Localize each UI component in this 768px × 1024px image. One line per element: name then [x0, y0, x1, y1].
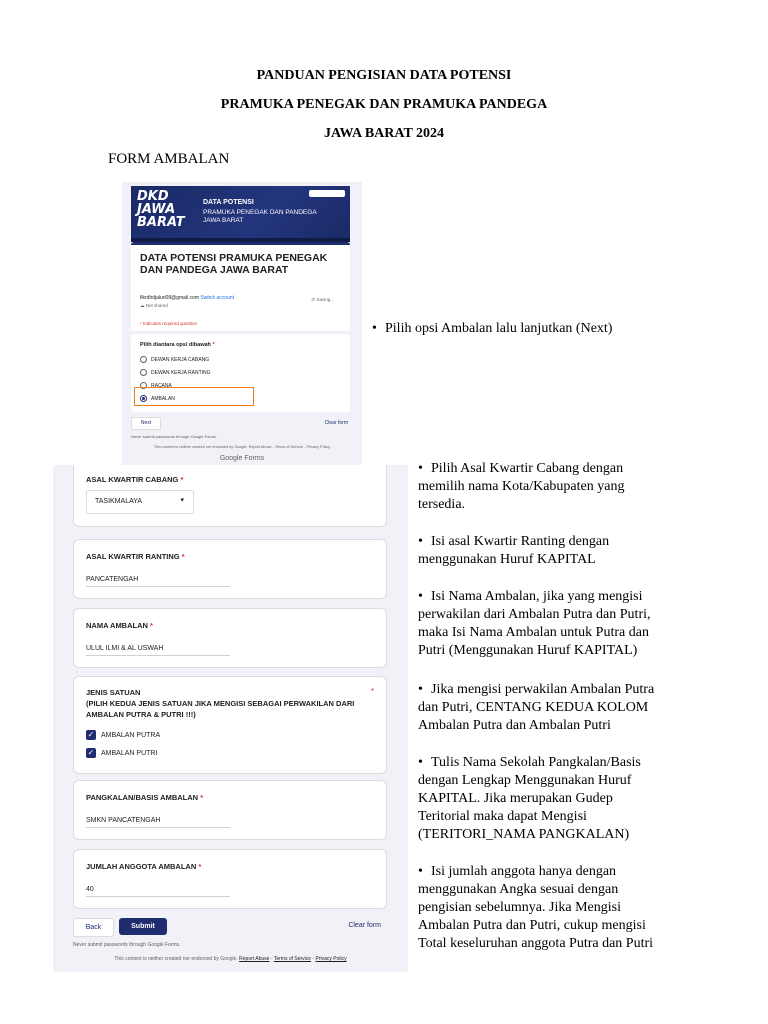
clear-form-link[interactable]: Clear form	[348, 922, 381, 929]
card-jumlah-anggota	[73, 849, 387, 909]
card-jenis-satuan	[73, 676, 387, 774]
banner-title: DATA POTENSI	[203, 199, 254, 206]
jenis-satuan-note: (PILIH KEDUA JENIS SATUAN JIKA MENGISI SEBAGAI PERWAKILAN DARI AMBALAN PUTRA & PUTRI !!!)	[86, 699, 355, 719]
check-icon: ✓	[87, 730, 95, 739]
sponsor-logos	[309, 190, 345, 197]
card-nama-ambalan	[73, 608, 387, 668]
caret-down-icon: ▾	[180, 497, 184, 504]
doc-title-line1: PANDUAN PENGISIAN DATA POTENSI	[256, 68, 512, 83]
form-title: DATA POTENSI PRAMUKA PENEGAK DAN PANDEGA JAWA BARAT	[140, 252, 328, 276]
card-pangkalan	[73, 780, 387, 840]
section-label: FORM AMBALAN	[108, 151, 230, 167]
option-ambalan[interactable]: AMBALAN	[140, 395, 175, 402]
doc-title-line2: PRAMUKA PENEGAK DAN PRAMUKA PANDEGA	[220, 97, 548, 112]
privacy-link[interactable]: Privacy Policy	[315, 956, 347, 962]
bullet-jumlah-anggota: • Isi jumlah anggota hanya dengan menggunakan Angka sesuai dengan pengisian sebelumnya. Jika Mengisi Ambalan Putra dan Putri, cukup mengisi Total keseluruhan anggota Putra dan Putri	[418, 864, 654, 951]
bullet-kwartir-cabang: • Pilih Asal Kwartir Cabang dengan memilih nama Kota/Kabupaten yang tersedia.	[418, 461, 625, 512]
banner-subtitle-2: JAWA BARAT	[203, 217, 244, 224]
not-shared-label	[140, 303, 168, 309]
form-banner	[131, 186, 350, 242]
bullet-jenis-satuan: • Jika mengisi perwakilan Ambalan Putra dan Putri, CENTANG KEDUA KOLOM Ambalan Putra dan Ambalan Putri	[418, 682, 655, 733]
question-kwartir-cabang: ASAL KWARTIR CABANG *	[86, 475, 184, 484]
account-email: fikrdhdjaluri09@gmail.com	[140, 295, 199, 301]
bullet-icon: •	[418, 589, 423, 604]
account-line	[140, 295, 234, 301]
question-nama-ambalan: NAMA AMBALAN *	[86, 621, 153, 630]
saving-status	[311, 297, 334, 303]
report-abuse-link[interactable]: Report Abuse	[239, 956, 270, 962]
google-forms-brand: Google Forms	[219, 455, 265, 462]
check-icon: ✓	[87, 748, 95, 757]
jumlah-anggota-input[interactable]: 40	[86, 886, 230, 897]
banner-subtitle-1: PRAMUKA PENEGAK DAN PANDEGA	[203, 209, 317, 216]
radio-icon	[140, 356, 147, 363]
terms-link[interactable]: Terms of Service	[273, 956, 312, 962]
bullet-icon: •	[418, 864, 423, 879]
not-shared-text: Not shared	[145, 303, 168, 308]
form-header-card	[131, 242, 350, 331]
card-kwartir-cabang	[73, 465, 387, 527]
doc-title-line3: JAWA BARAT 2024	[323, 126, 445, 141]
bullet-icon: •	[418, 534, 423, 549]
kwartir-cabang-dropdown[interactable]	[86, 490, 194, 514]
clear-form-link[interactable]: Clear form	[324, 420, 348, 426]
switch-account-link[interactable]: Switch account	[200, 295, 235, 301]
bullet-icon: •	[418, 755, 423, 770]
disclaimer-text: This content is neither created nor endorsed by Google.	[114, 956, 238, 962]
dropdown-value: TASIKMALAYA	[95, 498, 143, 505]
kwartir-ranting-input[interactable]: PANCATENGAH	[86, 576, 230, 587]
option-racana[interactable]: RACANA	[140, 382, 172, 389]
highlight-box	[134, 387, 254, 406]
bullet-kwartir-ranting: • Isi asal Kwartir Ranting dengan menggunakan Huruf KAPITAL	[418, 534, 610, 567]
bullet-ambalan: • Pilih opsi Ambalan lalu lanjutkan (Next)	[372, 321, 613, 336]
form-screenshot-fields	[53, 465, 408, 972]
submit-button[interactable]: Submit	[119, 918, 167, 935]
form-screenshot-start	[122, 182, 362, 466]
pangkalan-input[interactable]: SMKN PANCATENGAH	[86, 817, 230, 828]
bullet-icon: •	[418, 682, 423, 697]
option-dkc[interactable]: DEWAN KERJA CABANG	[140, 356, 209, 363]
bullet-pangkalan: • Tulis Nama Sekolah Pangkalan/Basis dengan Lengkap Menggunakan Huruf KAPITAL. Jika merupakan Gudep Teritorial maka dapat Mengisi (TERITORI_NAMA PANGKALAN)	[418, 755, 641, 842]
radio-icon	[140, 369, 147, 376]
next-button[interactable]: Next	[131, 417, 161, 430]
disclaimer: This content is neither created nor endorsed by Google. Report Abuse - Terms of Service - Privacy Policy	[153, 445, 331, 449]
cloud-icon: ☁	[140, 303, 145, 308]
question-title: Pilih diantara opsi dibawah *	[140, 342, 215, 348]
bullet-nama-ambalan: • Isi Nama Ambalan, jika yang mengisi perwakilan dari Ambalan Putra dan Putri, maka Isi Nama Ambalan untuk Putra dan Putri (Menggunakan Huruf KAPITAL)	[418, 589, 651, 658]
question-pangkalan: PANGKALAN/BASIS AMBALAN *	[86, 793, 204, 802]
required-mark: *	[370, 687, 374, 696]
back-button[interactable]: Back	[73, 918, 114, 937]
required-note: * Indicates required question	[140, 321, 198, 326]
bullet-icon: •	[372, 321, 377, 336]
contact-icons	[281, 230, 345, 236]
dkd-logo: DKD JAWA BARAT	[137, 189, 185, 230]
question-jumlah-anggota: JUMLAH ANGGOTA AMBALAN *	[86, 862, 202, 871]
password-note: Never submit passwords through Google Forms.	[131, 434, 218, 439]
bullet-icon: •	[418, 461, 423, 476]
checkbox-ambalan-putra[interactable]: ✓ AMBALAN PUTRA	[87, 730, 161, 739]
nama-ambalan-input[interactable]: ULUL ILMI & AL USWAH	[86, 645, 230, 656]
saving-text: Saving...	[316, 297, 334, 302]
password-note: Never submit passwords through Google Forms.	[73, 942, 181, 948]
sync-icon: ⟳	[311, 297, 316, 302]
card-kwartir-ranting	[73, 539, 387, 599]
question-kwartir-ranting: ASAL KWARTIR RANTING *	[86, 552, 185, 561]
question-jenis-satuan: JENIS SATUAN	[86, 688, 141, 697]
disclaimer: This content is neither created nor endorsed by Google. Report Abuse - Terms of Service - Privacy Policy	[114, 956, 347, 962]
checkbox-ambalan-putri[interactable]: ✓ AMBALAN PUTRI	[87, 748, 158, 757]
option-dkr[interactable]: DEWAN KERJA RANTING	[140, 369, 211, 376]
